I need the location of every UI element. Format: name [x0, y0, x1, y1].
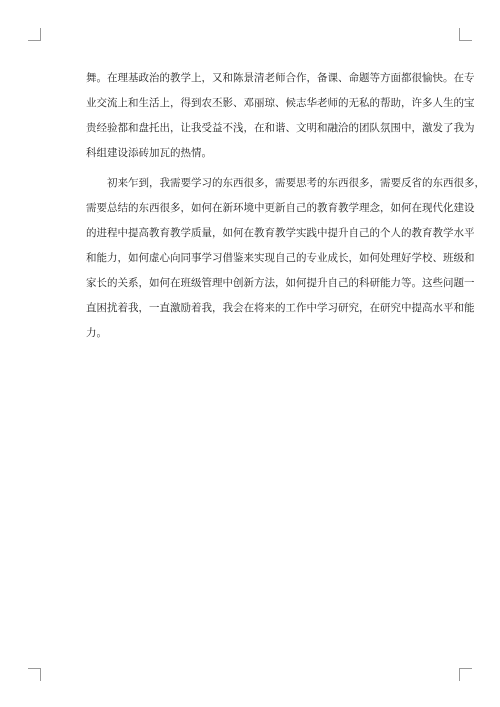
crop-mark-top-right — [459, 28, 472, 41]
text-line: 贵经验都和盘托出，让我受益不浅，在和谐、文明和融洽的团队氛围中，激发了我为 — [86, 122, 475, 134]
paragraph-2 — [86, 171, 485, 346]
crop-mark-bottom-right — [459, 668, 472, 681]
paragraph-1 — [86, 66, 475, 166]
text-line: 直困扰着我，一直激励着我，我会在将来的工作中学习研究，在研究中提高水平和能 — [86, 302, 475, 314]
text-line: 科组建设添砖加瓦的热情。 — [86, 147, 212, 159]
document-body — [86, 66, 485, 346]
text-line: 和能力，如何虚心向同事学习借鉴来实现自己的专业成长，如何处理好学校、班级和 — [86, 252, 475, 264]
text-line: 舞。在理基政治的教学上，又和陈景清老师合作，备课、命题等方面都很愉快。在专 — [86, 72, 475, 84]
crop-mark-top-left — [28, 28, 41, 41]
text-line: 家长的关系，如何在班级管理中创新方法，如何提升自己的科研能力等。这些问题一 — [86, 277, 475, 289]
text-line: 力。 — [86, 327, 107, 339]
text-line: 的进程中提高教育教学质量，如何在教育教学实践中提升自己的个人的教育教学水平 — [86, 227, 475, 239]
text-line: 初来乍到，我需要学习的东西很多，需要思考的东西很多，需要反省的东西很多， — [86, 177, 485, 189]
text-line: 需要总结的东西很多，如何在新环境中更新自己的教育教学理念，如何在现代化建设 — [86, 202, 475, 214]
crop-mark-bottom-left — [28, 668, 41, 681]
text-line: 业交流上和生活上，得到农丕影、邓丽琼、候志华老师的无私的帮助，许多人生的宝 — [86, 97, 475, 109]
